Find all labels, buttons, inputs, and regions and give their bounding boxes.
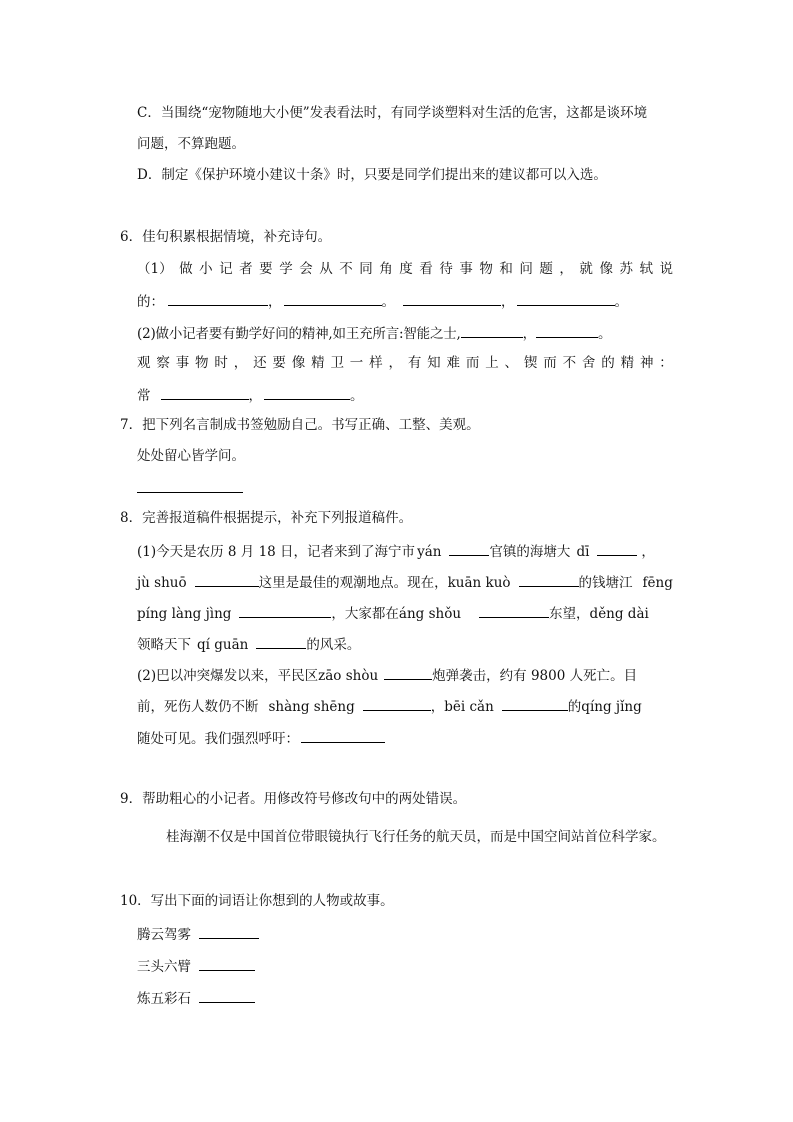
q10-item — [137, 924, 259, 944]
q8-text: 官镇的海塘大 — [489, 544, 571, 560]
answer-blank[interactable] — [536, 323, 598, 338]
q6-p2-text: (2)做小记者要有勤学好问的精神,如王充所言:智能之士, — [137, 326, 461, 342]
q6-p3-char: 一 — [349, 355, 364, 371]
q6-p3-char: 而 — [465, 355, 480, 371]
q6-p3-char: 时 — [214, 355, 228, 371]
answer-blank[interactable] — [256, 634, 306, 649]
q6-p3-char: 、 — [504, 355, 519, 371]
q6-stem: 6．佳句积累根据情境，补充诗句。 — [120, 229, 332, 245]
q6-p1-char: 待 — [439, 261, 453, 277]
q6-p1-char: 苏 — [619, 261, 633, 277]
answer-blank[interactable] — [363, 696, 431, 711]
q6-p1-char: 问 — [519, 261, 533, 277]
q8-text: (1)今天是农历 8 月 18 日，记者来到了海宁市 — [137, 544, 416, 560]
answer-blank[interactable] — [479, 603, 549, 618]
q8-text: 东望， — [549, 606, 590, 622]
q9-stem: 9．帮助粗心的小记者。用修改符号修改句中的两处错误。 — [120, 791, 467, 807]
period: 。 — [614, 294, 628, 310]
q10-stem: 10．写出下面的词语让你想到的人物或故事。 — [120, 893, 394, 909]
q6-p1-char: 看 — [419, 261, 433, 277]
q8-line5 — [137, 665, 637, 685]
q6-p3-char: 而 — [543, 355, 557, 371]
q6-part3-line — [137, 354, 673, 372]
q8-line4 — [137, 634, 360, 654]
q6-p1-char: 不 — [339, 261, 353, 277]
q8-text: 炮弹袭击，约有 9800 人死亡。目 — [432, 668, 638, 684]
q6-p1-char: 说 — [659, 261, 673, 277]
q6-p3-char: 的 — [601, 355, 615, 371]
q8-text: 的 — [567, 699, 582, 715]
q8-text: 前，死伤人数仍不断 — [137, 699, 259, 715]
answer-blank[interactable] — [517, 291, 615, 306]
q6-p1-char: 像 — [599, 261, 613, 277]
q6-p3-char: ， — [233, 355, 248, 371]
answer-blank[interactable] — [597, 541, 637, 556]
q6-p3-char: 有 — [407, 355, 422, 371]
answer-blank[interactable] — [168, 291, 268, 306]
q6-p3-char: 察 — [156, 355, 170, 371]
q6-p3-char: ： — [659, 355, 673, 371]
q6-p3-char: 卫 — [330, 355, 344, 371]
q6-p1-char: 角 — [379, 261, 393, 277]
answer-blank[interactable] — [199, 988, 255, 1003]
q6-p3-lead: 常 — [137, 388, 151, 404]
pinyin-hint: dī — [576, 544, 590, 560]
answer-blank[interactable] — [384, 665, 432, 680]
pinyin-hint: bēi cǎn — [444, 699, 494, 715]
q6-p1-char: 物 — [479, 261, 493, 277]
q6-p3-char: 要 — [272, 355, 286, 371]
answer-blank[interactable] — [301, 728, 385, 743]
q6-p3-char: 舍 — [581, 355, 596, 371]
q6-p1-char: 事 — [459, 261, 473, 277]
pinyin-hint: qíng jǐng — [581, 699, 642, 715]
pinyin-hint: fēng — [642, 575, 673, 591]
answer-blank[interactable] — [239, 603, 331, 618]
pinyin-hint: kuān kuò — [447, 575, 511, 591]
q8-text: ，大家都在 — [331, 606, 399, 622]
q6-p1-char: 度 — [399, 261, 413, 277]
pinyin-hint: děng dài — [589, 606, 649, 622]
comma: ， — [522, 326, 536, 342]
q8-text: 随处可见。我们强烈呼吁： — [137, 731, 299, 747]
option-c-line2: 问题，不算跑题。 — [137, 136, 245, 152]
q8-line2 — [137, 572, 673, 592]
q8-text: ， — [430, 699, 445, 715]
q6-p1-char: 同 — [359, 261, 373, 277]
answer-blank[interactable] — [161, 385, 249, 400]
period: 。 — [381, 294, 395, 310]
option-d: D．制定《保护环境小建议十条》时，只要是同学们提出来的建议都可以入选。 — [137, 167, 607, 183]
q6-p3-char: 还 — [253, 355, 267, 371]
answer-blank[interactable] — [199, 956, 255, 971]
q6-p3-char: 像 — [291, 355, 306, 371]
q6-part1-line — [137, 260, 673, 278]
q6-part2 — [137, 323, 611, 343]
q8-text: (2)巴以冲突爆发以来，平民区 — [137, 668, 319, 684]
q8-stem: 8．完善报道稿件根据提示，补充下列报道稿件。 — [120, 510, 413, 526]
q6-p3-char: 样 — [369, 355, 383, 371]
q6-p3-char: 神 — [639, 355, 654, 371]
q6-p3-char: 精 — [620, 355, 635, 371]
q8-line3 — [137, 603, 649, 623]
q6-p1-char: ， — [559, 261, 573, 277]
q8-line6 — [137, 696, 642, 716]
comma: ， — [501, 294, 515, 310]
q6-p3-char: 精 — [311, 355, 325, 371]
q6-p1-char: 要 — [259, 261, 273, 277]
pinyin-hint: píng làng jìng — [137, 606, 232, 622]
q6-p1-char: 和 — [499, 261, 513, 277]
q8-line1 — [137, 541, 655, 561]
answer-blank[interactable] — [195, 572, 259, 587]
q6-p1-char: 做 — [179, 261, 193, 277]
answer-blank[interactable] — [403, 291, 501, 306]
bookmark-answer-blank[interactable] — [137, 478, 243, 493]
answer-blank[interactable] — [502, 696, 568, 711]
q10-item — [137, 956, 255, 976]
q6-p3-char: 事 — [175, 355, 190, 371]
q6-p1-char: 轼 — [639, 261, 653, 277]
q8-text: 的钱塘江 — [578, 575, 633, 591]
q6-p3-char: 锲 — [523, 355, 538, 371]
q6-p1-char: 从 — [319, 261, 333, 277]
q6-p3-char: 观 — [137, 355, 151, 371]
q6-part1-blanks — [137, 291, 628, 311]
q8-text: 的风采。 — [306, 637, 361, 653]
q6-p1-char: 记 — [219, 261, 233, 277]
pinyin-hint: shàng shēng — [268, 699, 355, 715]
period: 。 — [597, 326, 612, 342]
q6-p3-char: 不 — [562, 355, 577, 371]
q6-p3-char: 上 — [485, 355, 499, 371]
q10-word: 炼五彩石 — [137, 991, 191, 1007]
q6-part3-blanks — [137, 385, 364, 405]
pinyin-hint: zāo shòu — [318, 668, 379, 684]
q7-quote: 处处留心皆学问。 — [137, 448, 245, 464]
q6-p1-char: （1） — [137, 261, 173, 277]
answer-blank[interactable] — [449, 541, 489, 556]
pinyin-hint: áng shǒu — [398, 606, 462, 622]
option-c-line1: C．当围绕“宠物随地大小便”发表看法时，有同学谈塑料对生活的危害，这都是谈环境 — [137, 105, 648, 121]
comma: ， — [248, 388, 262, 404]
comma: ， — [268, 294, 282, 310]
q6-p3-char: 难 — [446, 355, 460, 371]
answer-blank[interactable] — [199, 924, 259, 939]
answer-blank[interactable] — [264, 385, 350, 400]
q6-p1-char: 就 — [579, 261, 593, 277]
q6-p1-char: 者 — [239, 261, 253, 277]
q6-p3-char: 物 — [195, 355, 209, 371]
q9-sentence: 桂海潮不仅是中国首位带眼镜执行飞行任务的航天员，而是中国空间站首位科学家。 — [166, 829, 666, 845]
q10-item — [137, 988, 255, 1008]
q6-p1-lead: 的： — [137, 294, 164, 310]
q6-p1-char: 题 — [539, 261, 553, 277]
pinyin-hint: yán — [417, 544, 442, 560]
q8-text: 领略天下 — [137, 637, 191, 653]
q6-p3-char: 知 — [427, 355, 441, 371]
q6-p1-char: 会 — [299, 261, 313, 277]
answer-blank[interactable] — [519, 572, 579, 587]
q10-word: 腾云驾雾 — [137, 927, 191, 943]
q6-p1-char: 小 — [199, 261, 213, 277]
pinyin-hint: jù shuō — [137, 575, 187, 591]
q7-stem: 7．把下列名言制成书签勉励自己。书写正确、工整、美观。 — [120, 417, 480, 433]
period: 。 — [350, 388, 364, 404]
comma: ， — [641, 544, 655, 560]
answer-blank[interactable] — [284, 291, 382, 306]
q8-text: 这里是最佳的观潮地点。现在， — [258, 575, 448, 591]
q8-line7 — [137, 728, 385, 748]
answer-blank[interactable] — [461, 323, 523, 338]
q10-word: 三头六臂 — [137, 959, 191, 975]
pinyin-hint: qí guān — [197, 637, 249, 653]
q6-p3-char: ， — [388, 355, 402, 371]
q6-p1-char: 学 — [279, 261, 293, 277]
